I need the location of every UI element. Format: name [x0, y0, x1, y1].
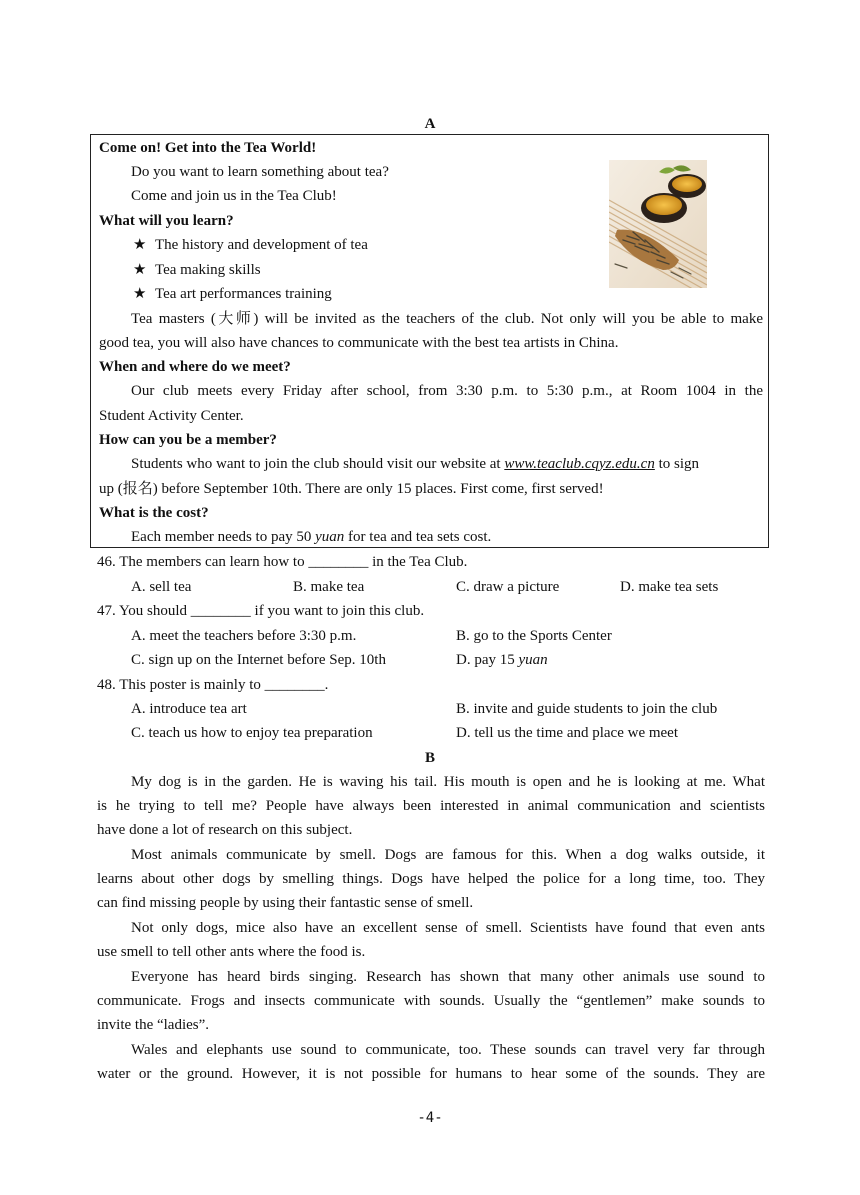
question-option: C. sign up on the Internet before Sep. 10th [131, 652, 386, 668]
star-icon: ★ [133, 237, 147, 253]
question-option: B. go to the Sports Center [456, 628, 612, 644]
star-icon: ★ [133, 262, 147, 278]
question-option: A. sell tea [131, 579, 192, 595]
question-option: B. make tea [293, 579, 365, 595]
section-a-heading: A [424, 116, 436, 132]
passage-line: Wales and elephants use sound to communicate, too. These sounds can travel very far through [131, 1042, 765, 1058]
meet-heading: When and where do we meet? [99, 359, 291, 375]
question-option: D. make tea sets [620, 579, 719, 595]
passage-line: Most animals communicate by smell. Dogs are famous for this. When a dog walks outside, it [131, 847, 765, 863]
question-47-stem: 47. You should ________ if you want to join this club. [97, 603, 425, 619]
member-line-2: up (报名) before September 10th. There are only 15 places. First come, first served! [99, 481, 604, 497]
passage-line: Everyone has heard birds singing. Research has shown that many other animals use sound to [131, 969, 765, 985]
page-number: -4- [417, 1110, 443, 1126]
passage-line: invite the “ladies”. [97, 1017, 210, 1033]
club-website-link[interactable]: www.teaclub.cqyz.edu.cn [504, 456, 655, 472]
meet-line-1: Our club meets every Friday after school, from 3:30 p.m. to 5:30 p.m., at Room 1004 in the [131, 383, 763, 399]
member-line-1: Students who want to join the club should visit our website at www.teaclub.cqyz.edu.cn to sign [131, 456, 700, 472]
poster-title: Come on! Get into the Tea World! [99, 140, 317, 156]
passage-line: can find missing people by using their fantastic sense of smell. [97, 895, 474, 911]
passage-line: learns about other dogs by smelling things. Dogs have helped the police for a long time, too. They [97, 871, 765, 887]
learn-item: ★ The history and development of tea [133, 237, 368, 253]
cost-heading: What is the cost? [99, 505, 209, 521]
poster-intro-1: Do you want to learn something about tea? [131, 164, 389, 180]
member-heading: How can you be a member? [99, 432, 277, 448]
question-option: C. teach us how to enjoy tea preparation [131, 725, 373, 741]
question-option: A. meet the teachers before 3:30 p.m. [131, 628, 357, 644]
question-option: C. draw a picture [456, 579, 560, 595]
star-icon: ★ [133, 286, 147, 302]
poster-intro-2: Come and join us in the Tea Club! [131, 188, 337, 204]
cost-line: Each member needs to pay 50 yuan for tea and tea sets cost. [131, 529, 492, 545]
learn-item: ★ Tea art performances training [133, 286, 332, 302]
tea-photo [609, 160, 707, 288]
passage-line: My dog is in the garden. He is waving his tail. His mouth is open and he is looking at me. What [131, 774, 765, 790]
learn-item: ★ Tea making skills [133, 262, 261, 278]
question-option: A. introduce tea art [131, 701, 247, 717]
section-b-heading: B [424, 750, 435, 766]
question-48-stem: 48. This poster is mainly to ________. [97, 677, 329, 693]
passage-line: have done a lot of research on this subject. [97, 822, 353, 838]
question-option: D. pay 15 yuan [456, 652, 548, 668]
question-option: B. invite and guide students to join the club [456, 701, 718, 717]
passage-line: is he trying to tell me? People have always been interested in animal communication and scientists [97, 798, 765, 814]
meet-line-2: Student Activity Center. [99, 408, 244, 424]
question-option: D. tell us the time and place we meet [456, 725, 679, 741]
masters-line-1: Tea masters (大师) will be invited as the teachers of the club. Not only will you be able to make [131, 311, 763, 327]
learn-heading: What will you learn? [99, 213, 234, 229]
passage-line: water or the ground. However, it is not possible for humans to hear some of the sounds. They are [97, 1066, 765, 1082]
passage-line: use smell to tell other ants where the food is. [97, 944, 366, 960]
passage-line: Not only dogs, mice also have an excellent sense of smell. Scientists have found that even ants [131, 920, 765, 936]
masters-line-2: good tea, you will also have chances to communicate with the best tea artists in China. [99, 335, 619, 351]
passage-line: communicate. Frogs and insects communicate with sounds. Usually the “gentlemen” make sounds to [97, 993, 765, 1009]
question-46-stem: 46. The members can learn how to ________ in the Tea Club. [97, 554, 468, 570]
